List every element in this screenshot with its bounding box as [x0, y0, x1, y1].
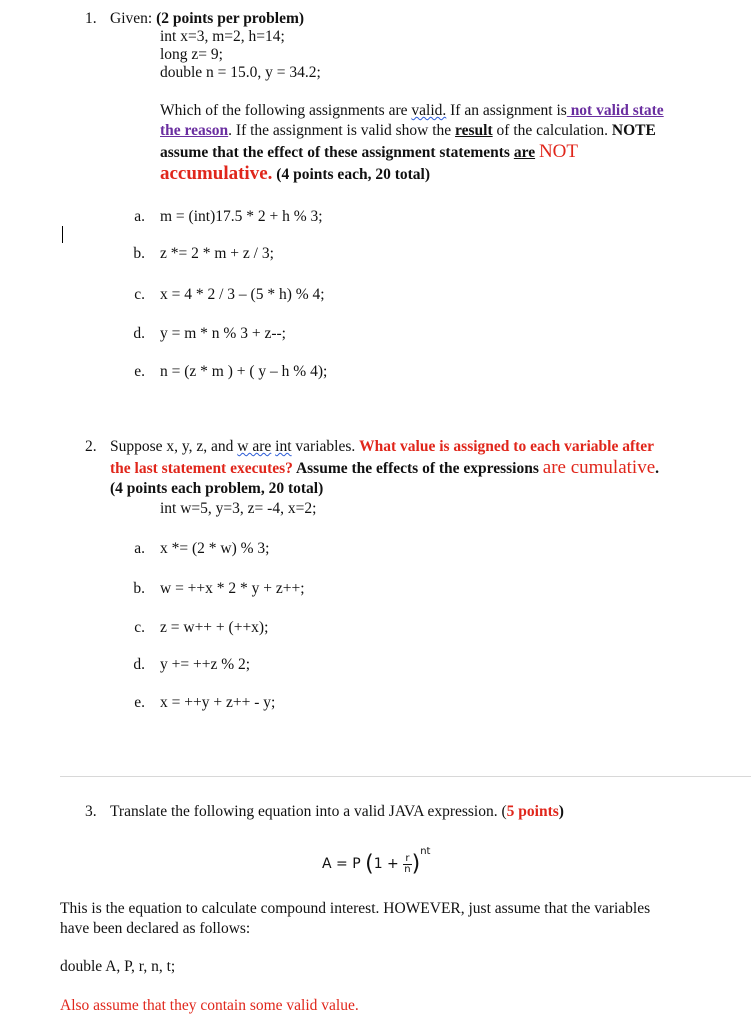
- q1-points-total: (4 points each, 20 total): [272, 166, 430, 183]
- q2-int-word: int: [275, 438, 292, 455]
- equation-denominator: n: [404, 863, 411, 875]
- q1-not-valid-highlight: not valid state: [566, 102, 664, 119]
- q2-text: variables.: [291, 438, 360, 455]
- q2-text: Suppose x, y, z, and: [110, 438, 238, 455]
- q2-cumulative-word: are cumulative: [542, 457, 656, 478]
- q1-item-b-label: b.: [133, 245, 145, 262]
- q2-ware-word: w are: [237, 438, 272, 455]
- q1-text: Which of the following assignments are: [160, 102, 412, 119]
- q2-points: (4 points each problem, 20 total): [110, 480, 324, 497]
- q2-item-b-label: b.: [133, 580, 145, 597]
- q2-item-a: x *= (2 * w) % 3;: [160, 540, 270, 557]
- q1-number: 1.: [85, 10, 97, 27]
- q1-text: assume that the effect of these assignment statements: [160, 144, 514, 161]
- q2-item-c: z = w++ + (++x);: [160, 619, 269, 636]
- q1-item-c-label: c.: [134, 286, 145, 303]
- q3-line1: [110, 803, 564, 821]
- q1-decl-int: int x=3, m=2, h=14;: [160, 28, 285, 45]
- q2-item-e-label: e.: [134, 694, 145, 711]
- q3-decl: double A, P, r, n, t;: [60, 958, 176, 975]
- q1-given: Given:: [110, 10, 153, 27]
- q1-note-word: NOTE: [611, 122, 656, 139]
- q1-are-word: are: [513, 144, 536, 161]
- equation-numerator: r: [403, 854, 411, 865]
- q2-item-e: x = ++y + z++ - y;: [160, 694, 276, 711]
- q1-instructions-line3: [160, 143, 578, 162]
- q2-decl: int w=5, y=3, z= -4, x=2;: [160, 500, 317, 517]
- q1-instructions-line1: [160, 102, 664, 120]
- text-cursor: [62, 226, 63, 243]
- q1-decl-long: long z= 9;: [160, 46, 223, 63]
- q2-number: 2.: [85, 438, 97, 455]
- q2-line1: [110, 438, 654, 456]
- q3-number: 3.: [85, 803, 97, 820]
- q3-text: Translate the following equation into a valid JAVA expression. (: [110, 803, 507, 820]
- equation-inner: 1 +: [373, 856, 404, 872]
- q1-decl-double: double n = 15.0, y = 34.2;: [160, 64, 321, 81]
- q1-item-d-label: d.: [133, 325, 145, 342]
- q1-not-word: NOT: [538, 141, 579, 162]
- q2-text: Assume the effects of the expressions: [292, 460, 543, 477]
- q1-heading: [110, 10, 304, 28]
- q1-item-d: y = m * n % 3 + z--;: [160, 325, 286, 342]
- q1-item-e-label: e.: [134, 363, 145, 380]
- q3-assume: Also assume that they contain some valid value.: [60, 997, 359, 1014]
- equation-exponent: nt: [420, 846, 431, 857]
- q1-points: (2 points per problem): [156, 10, 305, 27]
- compound-interest-equation: A = P (1 + $\frac{r}{n}$ )$^{nt}$: [322, 846, 431, 877]
- q3-para-line1: This is the equation to calculate compound interest. HOWEVER, just assume that the variables: [60, 900, 651, 917]
- q2-item-a-label: a.: [134, 540, 145, 557]
- q2-text: .: [655, 460, 660, 477]
- q3-points: 5 points: [506, 803, 559, 820]
- q1-valid-word: valid.: [411, 102, 447, 119]
- q2-item-d: y += ++z % 2;: [160, 656, 251, 673]
- q1-result-word: result: [455, 122, 493, 139]
- page-break-divider: [60, 776, 751, 777]
- q1-text: If an assignment is: [446, 102, 567, 119]
- q2-what-highlight: What value is assigned to each variable after: [359, 438, 655, 455]
- q2-item-b: w = ++x * 2 * y + z++;: [160, 580, 305, 597]
- q1-reason-highlight: the reason: [160, 122, 229, 139]
- q1-item-e: n = (z * m ) + ( y – h % 4);: [160, 363, 328, 380]
- q1-item-c: x = 4 * 2 / 3 – (5 * h) % 4;: [160, 286, 325, 303]
- q3-para-line2: have been declared as follows:: [60, 920, 251, 937]
- q1-instructions-line2: [160, 122, 656, 140]
- q1-accumulative-word: accumulative.: [160, 163, 273, 184]
- equation-fraction: [403, 854, 411, 875]
- q3-text: ): [558, 803, 564, 820]
- q1-item-a: m = (int)17.5 * 2 + h % 3;: [160, 208, 323, 225]
- q2-line2: [110, 459, 659, 478]
- q1-item-b: z *= 2 * m + z / 3;: [160, 245, 274, 262]
- q1-instructions-line4: [160, 165, 430, 184]
- q2-item-c-label: c.: [134, 619, 145, 636]
- equation-lhs: A = P: [322, 856, 361, 872]
- q1-text: of the calculation.: [492, 122, 612, 139]
- q1-item-a-label: a.: [134, 208, 145, 225]
- q2-item-d-label: d.: [133, 656, 145, 673]
- q1-text: . If the assignment is valid show the: [228, 122, 456, 139]
- q2-last-highlight: the last statement executes?: [110, 460, 293, 477]
